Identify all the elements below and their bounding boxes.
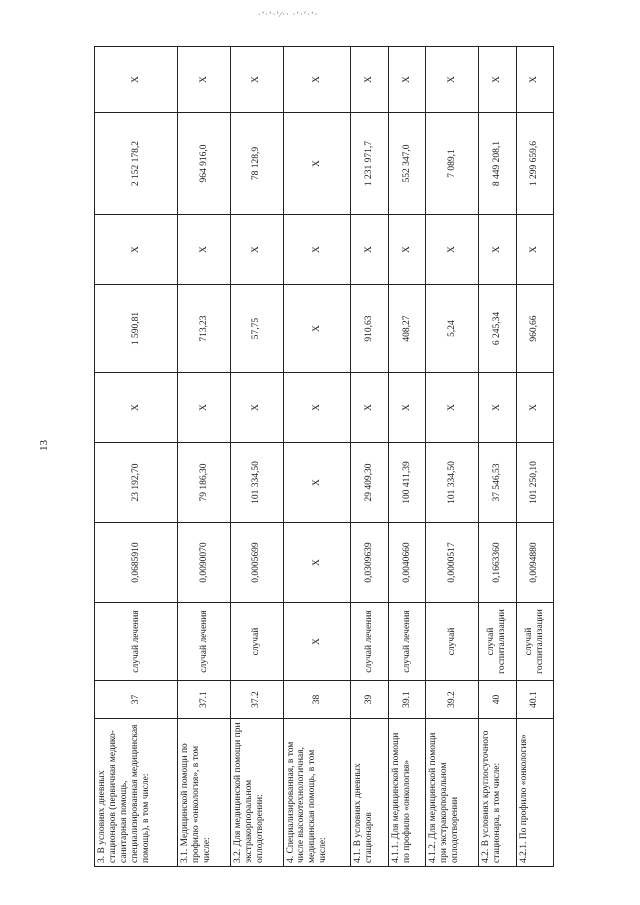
cell-name: 4.2.1. По профилю «онкология» [516,719,554,867]
table-row [178,47,231,867]
cell-cost: 37 546,53 [479,443,516,523]
data-table [94,46,554,867]
table-row [426,47,479,867]
cell-x: Х [230,215,283,285]
table-row [516,47,554,867]
table-row [351,47,388,867]
cell-cost: 101 334,50 [230,443,283,523]
cell-name: 4.1.1. Для медицинской помощи по профилю «онкология» [388,719,425,867]
cell-x: Х [230,373,283,443]
cell-x: Х [388,47,425,113]
cell-name: 3.1. Медицинской помощи по профилю «онкология», в том числе: [178,719,231,867]
cell-name: 3. В условиях дневных стационаров (первичная медико-санитарная помощь, специализированная медицинская помощь), в том числе: [95,719,178,867]
cell-name: 4.2. В условиях круглосуточного стационара, в том числе: [479,719,516,867]
cell-unit: случай [230,603,283,681]
cell-x: Х [351,373,388,443]
cell-code: 38 [283,681,351,719]
cell-x: Х [283,373,351,443]
cell-code: 39 [351,681,388,719]
cell-x: Х [178,373,231,443]
cell-code: 39.2 [426,681,479,719]
cell-x: Х [95,215,178,285]
cell-volume: 0,0090070 [178,523,231,603]
cell-x: Х [178,47,231,113]
cell-total: 1 231 971,7 [351,113,388,215]
cell-x: Х [516,373,554,443]
cell-x: Х [426,47,479,113]
cell-code: 40 [479,681,516,719]
cell-per-capita: 960,66 [516,285,554,373]
cell-unit: Х [283,603,351,681]
cell-volume: 0,0005699 [230,523,283,603]
cell-x: Х [351,47,388,113]
cell-code: 40.1 [516,681,554,719]
cell-x: Х [178,215,231,285]
table-row [95,47,178,867]
table-row [230,47,283,867]
cell-per-capita: 6 245,34 [479,285,516,373]
cell-cost: 101 250,10 [516,443,554,523]
cell-unit: случай госпитализации [516,603,554,681]
cell-name: 4.1.2. Для медицинской помощи при экстракорпоральном оплодотворении [426,719,479,867]
table-row [283,47,351,867]
cell-per-capita: 1 590,81 [95,285,178,373]
cell-unit: случай лечения [351,603,388,681]
cell-x: Х [95,373,178,443]
cell-x: Х [479,373,516,443]
cell-name: 4.1. В условиях дневных стационаров [351,719,388,867]
cell-x: Х [426,215,479,285]
cell-volume: 0,0094880 [516,523,554,603]
cell-total: Х [283,113,351,215]
cell-unit: случай госпитализации [479,603,516,681]
cell-total: 964 916,0 [178,113,231,215]
cell-code: 37.1 [178,681,231,719]
cell-per-capita: 57,75 [230,285,283,373]
cell-cost: Х [283,443,351,523]
scan-marks: ·ʼ·ʻ·ʼ⁄·· ·ʻ·ʼ·ʻ· [258,10,319,19]
cell-per-capita: 5,24 [426,285,479,373]
cell-x: Х [351,215,388,285]
table-row [388,47,425,867]
cell-cost: 29 409,30 [351,443,388,523]
cell-volume: 0,0685910 [95,523,178,603]
cell-volume: 0,0040660 [388,523,425,603]
cell-total: 78 128,9 [230,113,283,215]
cell-x: Х [516,47,554,113]
cell-total: 2 152 178,2 [95,113,178,215]
cell-name: 3.2. Для медицинской помощи при экстракорпоральном оплодотворении: [230,719,283,867]
cell-cost: 101 334,50 [426,443,479,523]
cell-per-capita: 910,63 [351,285,388,373]
cell-unit: случай лечения [178,603,231,681]
cell-volume: Х [283,523,351,603]
cell-total: 1 299 659,6 [516,113,554,215]
cell-cost: 79 186,30 [178,443,231,523]
table-row [479,47,516,867]
cell-x: Х [516,215,554,285]
table-body [95,47,554,867]
cell-x: Х [283,47,351,113]
cell-cost: 100 411,39 [388,443,425,523]
cell-x: Х [388,215,425,285]
cell-x: Х [230,47,283,113]
cell-per-capita: 713,23 [178,285,231,373]
cell-x: Х [388,373,425,443]
cell-x: Х [95,47,178,113]
cell-cost: 23 192,70 [95,443,178,523]
cell-volume: 0,0309639 [351,523,388,603]
cell-code: 39.1 [388,681,425,719]
cell-x: Х [479,47,516,113]
cell-volume: 0,1663360 [479,523,516,603]
cell-total: 7 089,1 [426,113,479,215]
cell-unit: случай лечения [388,603,425,681]
cell-volume: 0,0000517 [426,523,479,603]
cell-code: 37 [95,681,178,719]
cell-x: Х [426,373,479,443]
cell-code: 37.2 [230,681,283,719]
cell-per-capita: Х [283,285,351,373]
cell-unit: случай [426,603,479,681]
page-number: 13 [38,440,50,451]
cell-unit: случай лечения [95,603,178,681]
cell-total: 552 347,0 [388,113,425,215]
cell-x: Х [479,215,516,285]
cell-x: Х [283,215,351,285]
cell-total: 8 449 208,1 [479,113,516,215]
cell-name: 4. Специализированная, в том числе высокотехнологичная, медицинская помощь, в том числе: [283,719,351,867]
rotated-table-frame [94,47,554,867]
cell-per-capita: 408,27 [388,285,425,373]
